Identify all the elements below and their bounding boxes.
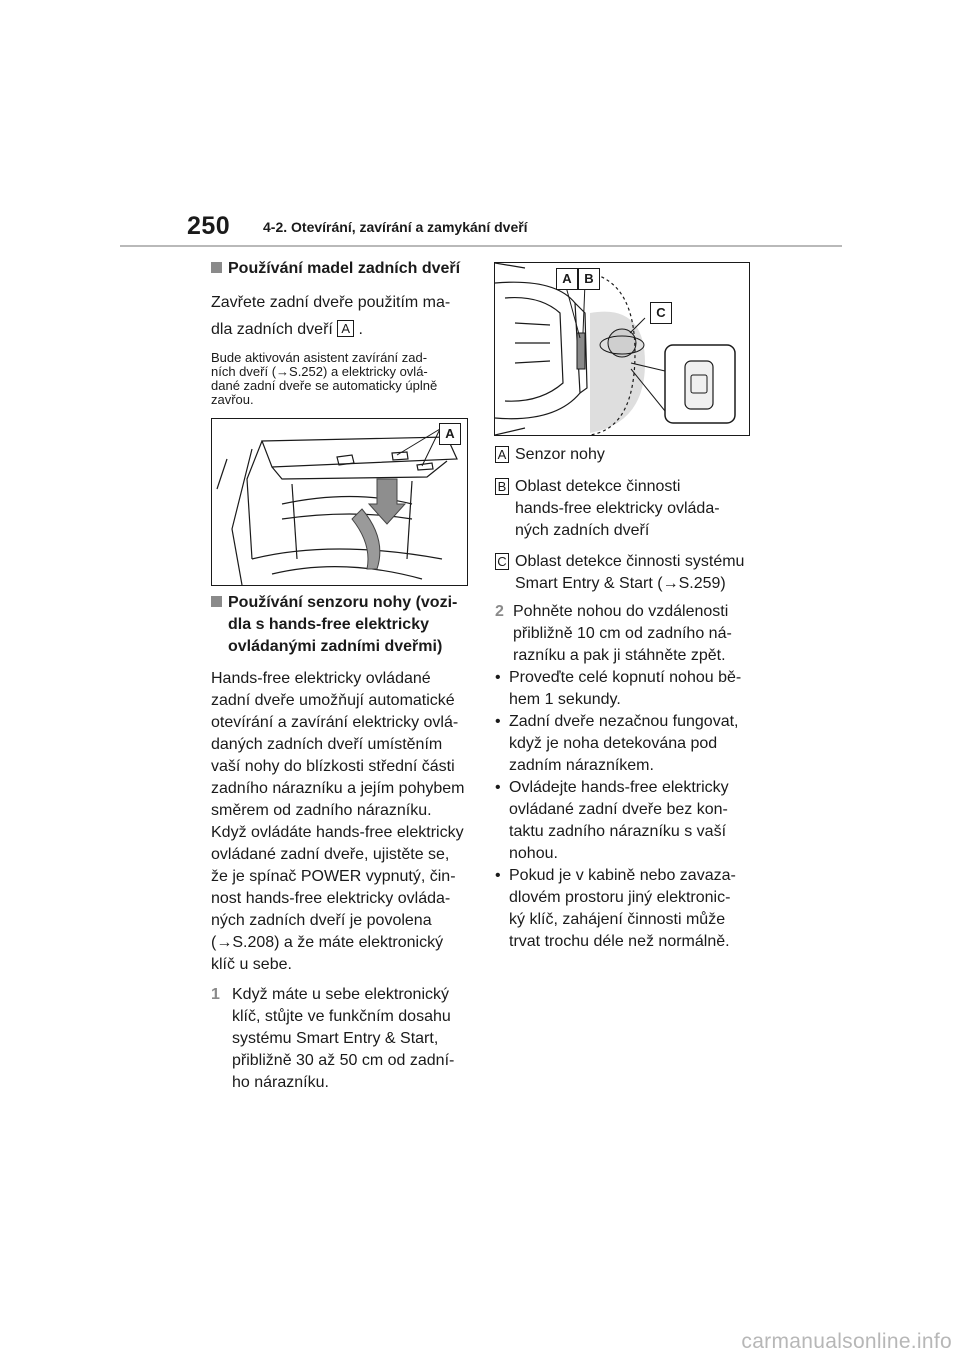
square-bullet-icon: [211, 262, 222, 273]
figure-tag-c: C: [650, 302, 672, 324]
heading-foot-sensor: Používání senzoru nohy (vozi- dla s hands-free elektricky ovládanými zadními dveřmi): [211, 592, 471, 658]
list-item: • Proveďte celé kopnutí nohou bě- hem 1 sekundy.: [495, 669, 742, 708]
legend-tag-c: C: [495, 553, 509, 570]
section-title: 4-2. Otevírání, zavírání a zamykání dveří: [263, 219, 528, 235]
square-bullet-icon: [211, 596, 222, 607]
figure-tag-a: A: [439, 423, 461, 445]
figure-tag-a: A: [556, 268, 578, 290]
tailgate-handle-illustration: [211, 418, 468, 586]
legend-item-a: A Senzor nohy: [495, 444, 605, 466]
foot-sensor-illustration: [494, 262, 750, 436]
list-item: • Ovládejte hands-free elektricky ovládané zadní dveře bez kon- taktu zadního nárazníku s vaší nohou.: [495, 779, 729, 862]
legend-item-b: B Oblast detekce činnosti hands-free elektricky ovláda- ných zadních dveří: [495, 476, 720, 542]
step-1: 1 Když máte u sebe elektronický klíč, stůjte ve funkčním dosahu systému Smart Entry & Start, přibližně 30 až 50 cm od zadní- ho nárazníku.: [211, 986, 455, 1091]
left-column-lower: [211, 592, 471, 1094]
heading-door-handle: Používání madel zadních dveří: [211, 258, 471, 280]
car-rear-top-view: [495, 263, 749, 435]
list-item: • Pokud je v kabině nebo zavaza- dlovém prostoru jiný elektronic- ký klíč, zahájení činnosti může trvat trochu déle než normálně.: [495, 867, 736, 950]
header-divider: [120, 245, 842, 247]
tailgate-drawing: [212, 419, 467, 585]
bullet-list: [495, 667, 755, 953]
page-number: 250: [187, 212, 231, 240]
step-2: 2 Pohněte nohou do vzdálenosti přibližně 10 cm od zadního ná- razníku a pak ji stáhněte zpět.: [495, 603, 732, 664]
legend-tag-a: A: [495, 446, 509, 463]
step-number: 2: [495, 603, 504, 620]
legend-item-c: C Oblast detekce činnosti systému Smart Entry & Start (→S.259): [495, 551, 744, 595]
left-column: [211, 258, 471, 407]
note-text: Bude aktivován asistent zavírání zad- ních dveří (→S.252) a elektricky ovlá- dané zadní dveře se automaticky úplně zavřou.: [211, 350, 438, 407]
step-number: 1: [211, 986, 220, 1003]
callout-tag-a: A: [337, 320, 354, 337]
paragraph-door-handle: Zavřete zadní dveře použitím ma- dla zadních dveří A .: [211, 294, 451, 338]
body-paragraph: Hands-free elektricky ovládané zadní dveře umožňují automatické otevírání a zavírání elektricky ovlá- daných zadních dveří umístěním vaší nohy do blízkosti střední části zadního nárazníku a jejím pohybem směrem od zadního nárazníku. Když ovládáte hands-free elektricky ovládané zadní dveře, ujistěte se, že je spínač POWER vypnutý, čin- nost hands-free elektricky ovláda- ných zadních dveří je povolena (→S.208) a že máte elektronický klíč u sebe.: [211, 670, 465, 973]
watermark: carmanualsonline.info: [741, 1330, 952, 1353]
figure-tag-b: B: [578, 268, 600, 290]
list-item: • Zadní dveře nezačnou fungovat, když je noha detekována pod zadním nárazníkem.: [495, 713, 739, 774]
legend-tag-b: B: [495, 478, 509, 495]
